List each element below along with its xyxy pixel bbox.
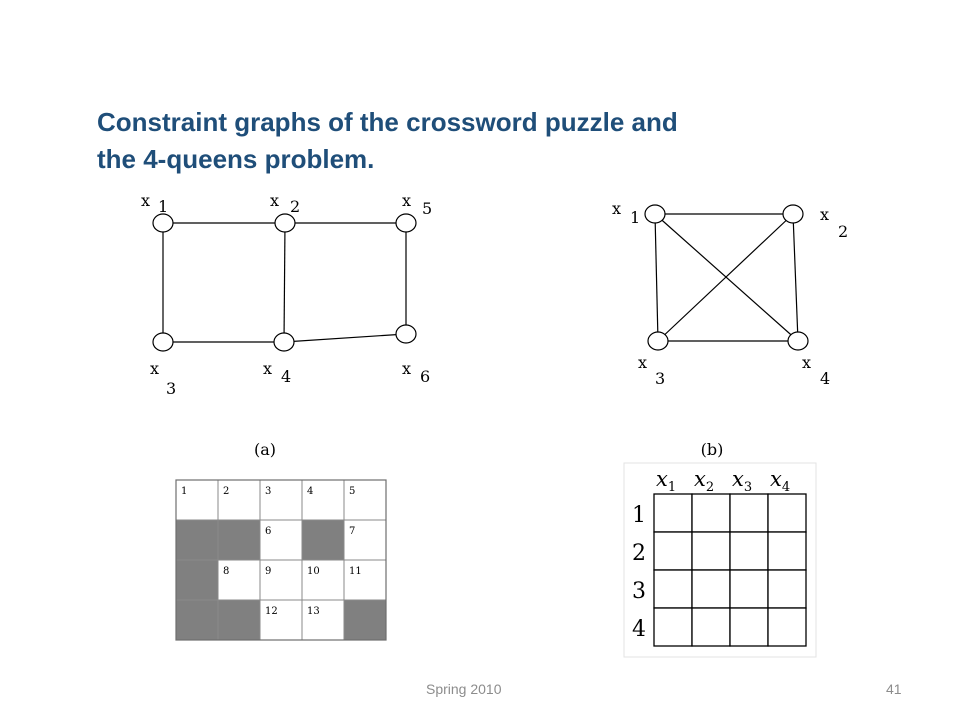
node-x4: [788, 332, 808, 350]
crossword-cell-number: 3: [265, 486, 272, 497]
queens-cell: [730, 608, 768, 646]
queens-column-header-x2: $x_2$: [694, 467, 715, 495]
constraint-graph-4-queens-labels: [612, 199, 848, 388]
queens-row-label-3: 3: [632, 579, 646, 604]
crossword-cell-number: 12: [265, 606, 278, 617]
node-x1: [645, 205, 665, 223]
node-x5: [396, 214, 416, 232]
crossword-black-cell: [218, 600, 260, 640]
node-x2-index: 2: [838, 222, 849, 241]
slide-number: 41: [886, 681, 902, 697]
queens-cell: [654, 532, 692, 570]
edge-x1-x3: [655, 214, 658, 341]
queens-cell: [654, 608, 692, 646]
node-x3-letter: x: [150, 359, 160, 378]
crossword-black-cell: [344, 600, 386, 640]
node-x4-index: 4: [281, 367, 292, 386]
crossword-cell-number: 5: [349, 486, 356, 497]
node-x4-letter: x: [263, 359, 273, 378]
node-x1-letter: x: [141, 191, 151, 210]
node-x3-letter: x: [638, 353, 648, 372]
caption-b: (b): [700, 440, 724, 459]
node-x3: [648, 332, 668, 350]
edge-x4-x6: [284, 334, 406, 342]
node-x2: [275, 214, 295, 232]
crossword-cell-number: 7: [349, 526, 356, 537]
slide-title-line-2: the 4-queens problem.: [97, 144, 375, 174]
queens-row-label-2: 2: [632, 541, 646, 566]
edge-x2-x4: [793, 214, 798, 341]
queens-column-header-x4: $x_4$: [770, 467, 791, 495]
queens-cell: [768, 570, 806, 608]
node-x3-index: 3: [655, 369, 666, 388]
crossword-cell-number: 4: [307, 486, 314, 497]
queens-cell: [730, 532, 768, 570]
crossword-cell-number: 6: [265, 526, 272, 537]
queens-cell: [768, 494, 806, 532]
node-x1-letter: x: [612, 199, 622, 218]
crossword-black-cell: [176, 600, 218, 640]
node-x2-letter: x: [820, 205, 830, 224]
crossword-cell-number: 2: [223, 486, 230, 497]
queens-board: [624, 463, 816, 657]
queens-row-label-1: 1: [632, 503, 646, 528]
queens-cell: [692, 494, 730, 532]
queens-column-header-x3: $x_3$: [732, 467, 753, 495]
queens-row-label-4: 4: [632, 617, 646, 642]
node-x2: [783, 205, 803, 223]
crossword-grid: [176, 480, 386, 640]
crossword-black-cell: [176, 520, 218, 560]
crossword-cell-number: 11: [349, 566, 362, 577]
queens-cell: [654, 494, 692, 532]
constraint-graph-4-queens: [645, 205, 808, 350]
node-x4: [274, 333, 294, 351]
queens-cell: [768, 608, 806, 646]
node-x6-letter: x: [402, 359, 412, 378]
crossword-cell-number: 13: [307, 606, 320, 617]
node-x5-index: 5: [422, 199, 433, 218]
edge-x2-x3: [658, 214, 793, 341]
slide-title-line-1: Constraint graphs of the crossword puzzle and: [97, 107, 678, 137]
node-x2-letter: x: [270, 191, 280, 210]
crossword-cell-number: 1: [181, 486, 188, 497]
queens-cell: [768, 532, 806, 570]
node-x6-index: 6: [420, 367, 431, 386]
node-x2-index: 2: [290, 197, 301, 216]
crossword-black-cell: [302, 520, 344, 560]
node-x6: [396, 325, 416, 343]
node-x4-letter: x: [802, 353, 812, 372]
crossword-cell-number: 9: [265, 566, 272, 577]
node-x3-index: 3: [166, 379, 177, 398]
edge-x2-x4: [284, 223, 285, 342]
crossword-cell-number: 10: [307, 566, 320, 577]
node-x3: [153, 333, 173, 351]
node-x5-letter: x: [402, 191, 412, 210]
queens-cell: [730, 494, 768, 532]
crossword-black-cell: [218, 520, 260, 560]
node-x4-index: 4: [820, 369, 831, 388]
queens-cell: [692, 570, 730, 608]
crossword-cell-number: 8: [223, 566, 230, 577]
constraint-graph-crossword: [153, 214, 416, 351]
queens-cell: [654, 570, 692, 608]
caption-a: (a): [253, 440, 277, 459]
footer-date: Spring 2010: [426, 681, 502, 697]
queens-cell: [692, 608, 730, 646]
node-x1-index: 1: [158, 197, 169, 216]
crossword-black-cell: [176, 560, 218, 600]
edge-x1-x4: [655, 214, 798, 341]
node-x1: [153, 214, 173, 232]
queens-cell: [692, 532, 730, 570]
queens-cell: [730, 570, 768, 608]
queens-column-header-x1: $x_1$: [656, 467, 677, 495]
node-x1-index: 1: [630, 208, 641, 227]
